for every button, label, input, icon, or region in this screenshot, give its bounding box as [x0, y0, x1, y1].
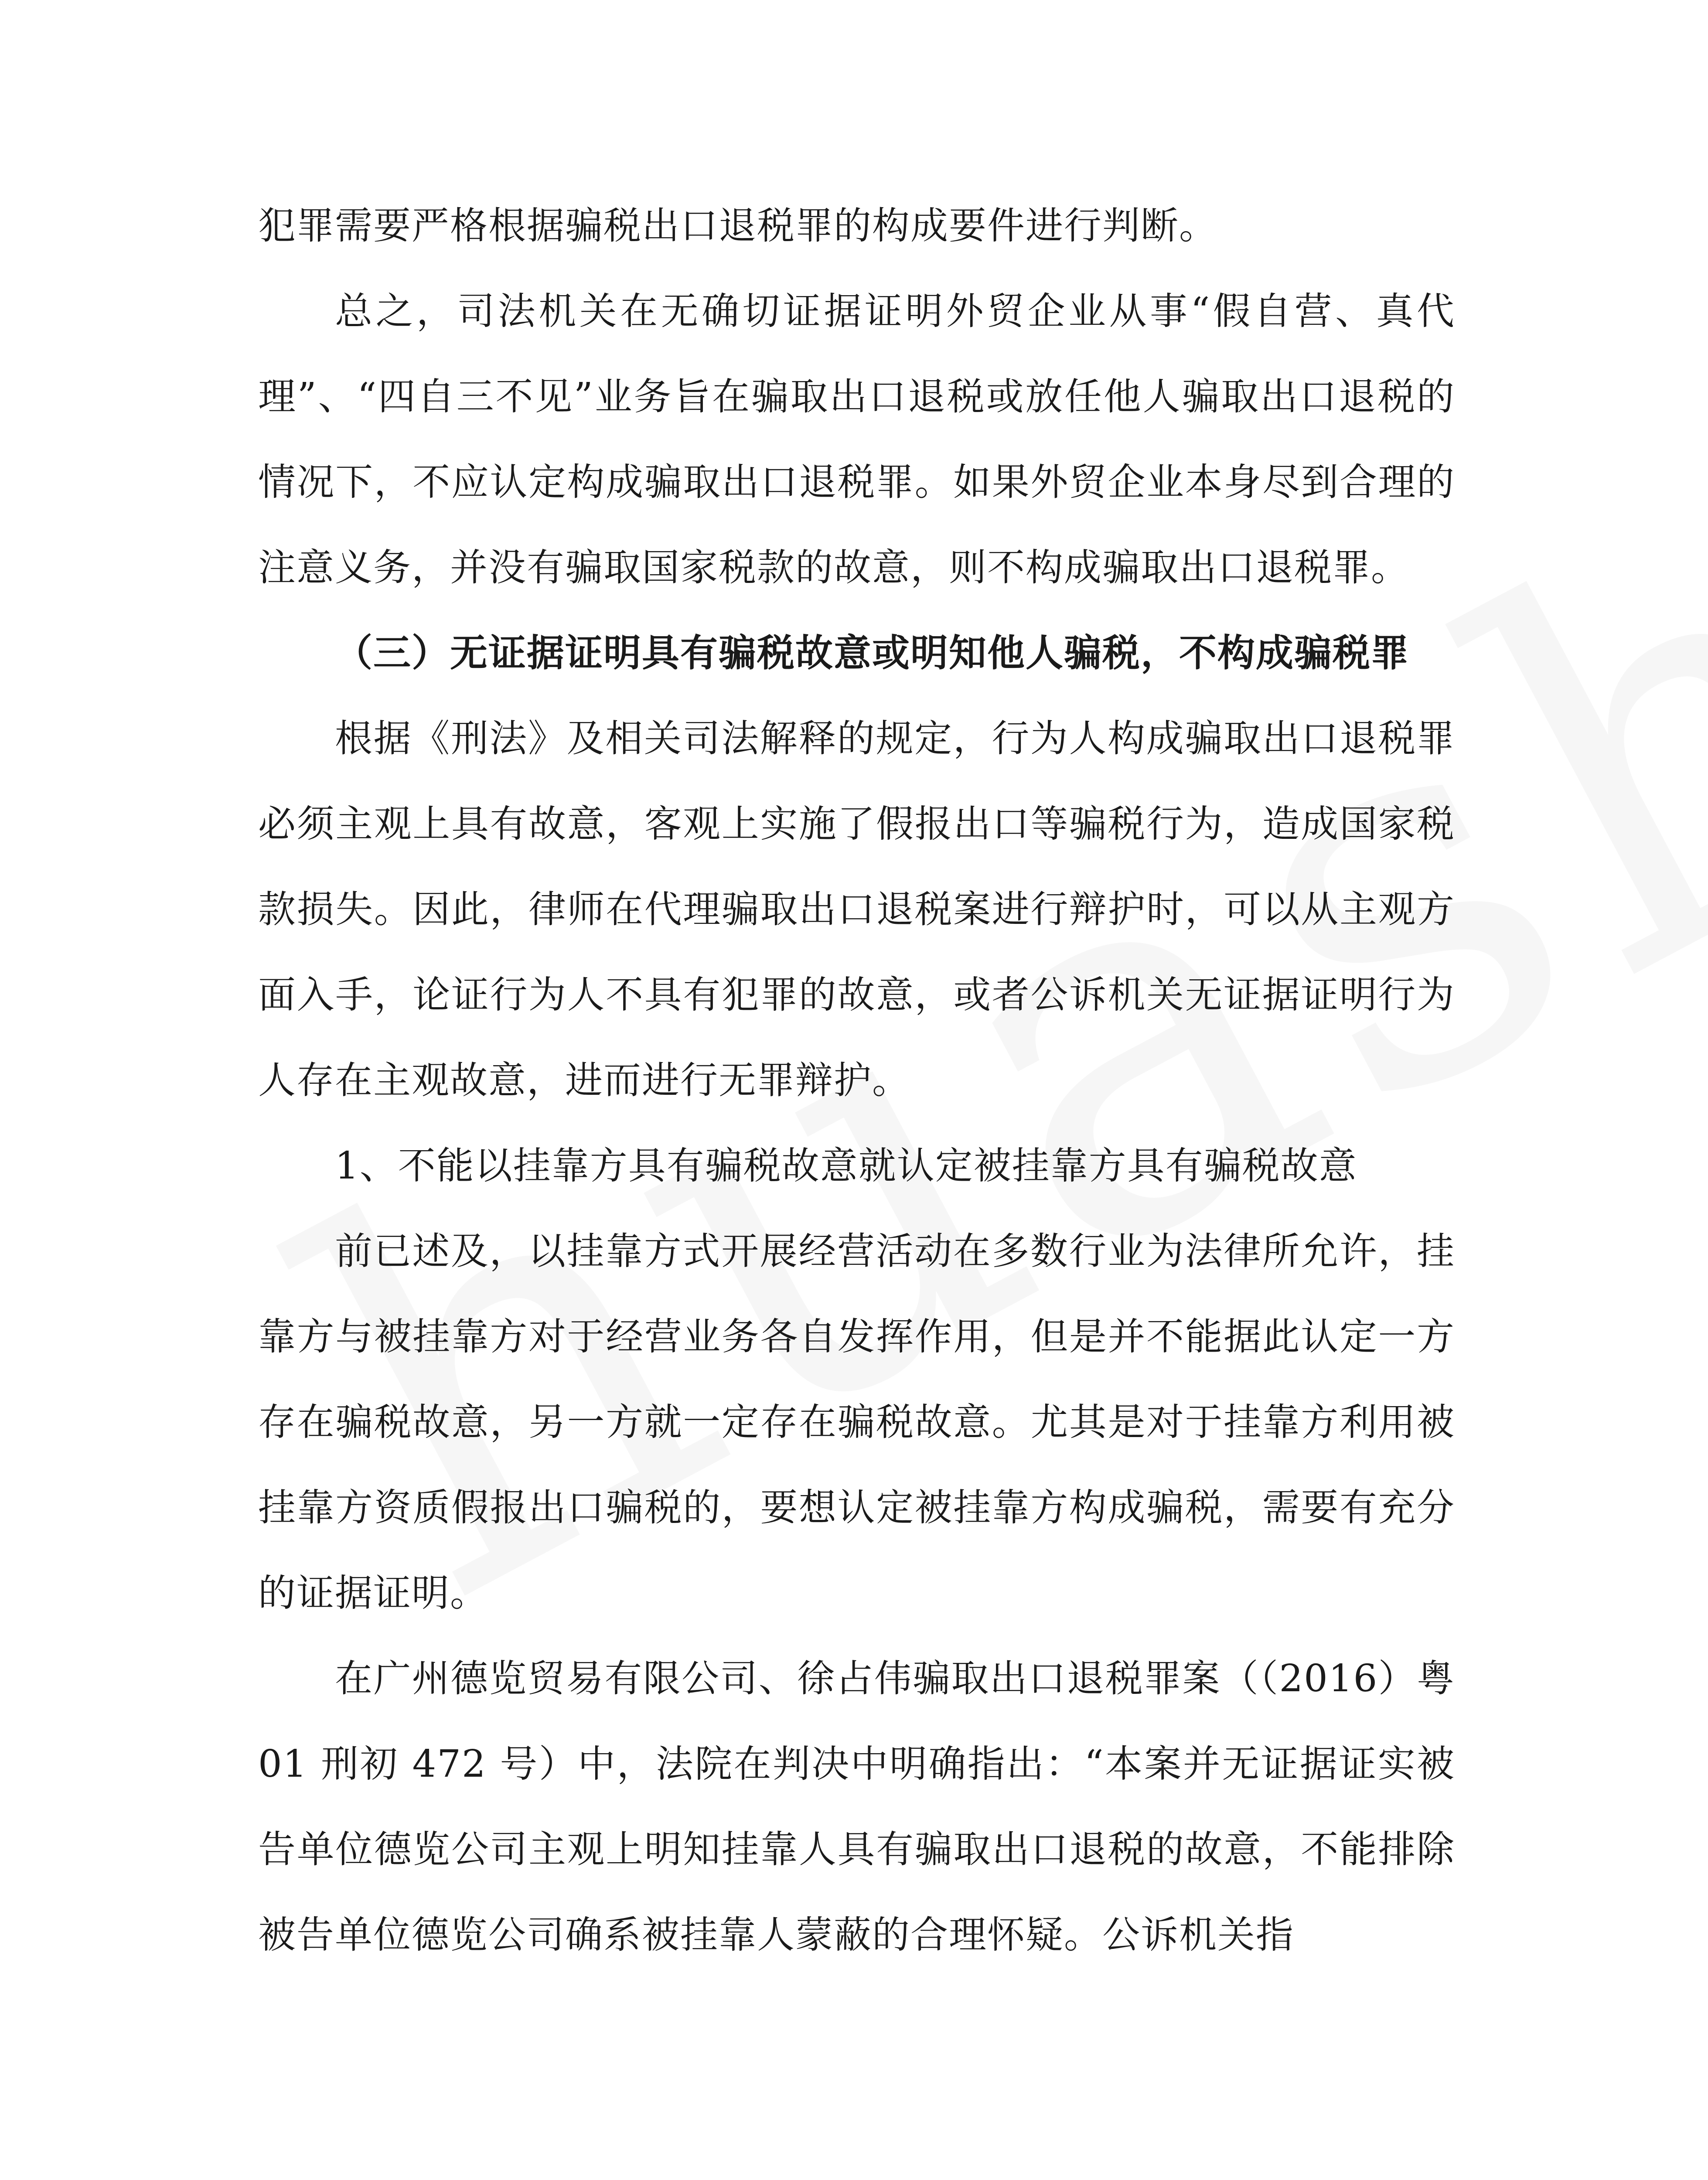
paragraph-2: 总之，司法机关在无确切证据证明外贸企业从事“假自营、真代理”、“四自三不见”业务旨在骗取出口退税或放任他人骗取出口退税的情况下，不应认定构成骗取出口退税罪。如果外贸企业本身尽到合理的注意义务，并没有骗取国家税款的故意，则不构成骗取出口退税罪。	[258, 290, 1455, 589]
subheading-1: 1、不能以挂靠方具有骗税故意就认定被挂靠方具有骗税故意	[335, 1144, 1357, 1188]
document-body	[258, 183, 1455, 1978]
paragraph-1: 犯罪需要严格根据骗税出口退税罪的构成要件进行判断。	[258, 204, 1217, 248]
paragraph-5: 在广州德览贸易有限公司、徐占伟骗取出口退税罪案（（2016）粤 01 刑初 472 号）中，法院在判决中明确指出：“本案并无证据证实被告单位德览公司主观上明知挂靠人具有骗取出口退税的故意，不能排除被告单位德览公司确系被挂靠人蒙蔽的合理怀疑。公诉机关指	[258, 1657, 1455, 1957]
paragraph-3: 根据《刑法》及相关司法解释的规定，行为人构成骗取出口退税罪必须主观上具有故意，客观上实施了假报出口等骗税行为，造成国家税款损失。因此，律师在代理骗取出口退税案进行辩护时，可以从主观方面入手，论证行为人不具有犯罪的故意，或者公诉机关无证据证明行为人存在主观故意，进而进行无罪辩护。	[258, 717, 1455, 1102]
section-heading: （三）无证据证明具有骗税故意或明知他人骗税，不构成骗税罪	[335, 631, 1409, 675]
paragraph-4: 前已述及，以挂靠方式开展经营活动在多数行业为法律所允许，挂靠方与被挂靠方对于经营业务各自发挥作用，但是并不能据此认定一方存在骗税故意，另一方就一定存在骗税故意。尤其是对于挂靠方利用被挂靠方资质假报出口骗税的，要想认定被挂靠方构成骗税，需要有充分的证据证明。	[258, 1230, 1455, 1615]
